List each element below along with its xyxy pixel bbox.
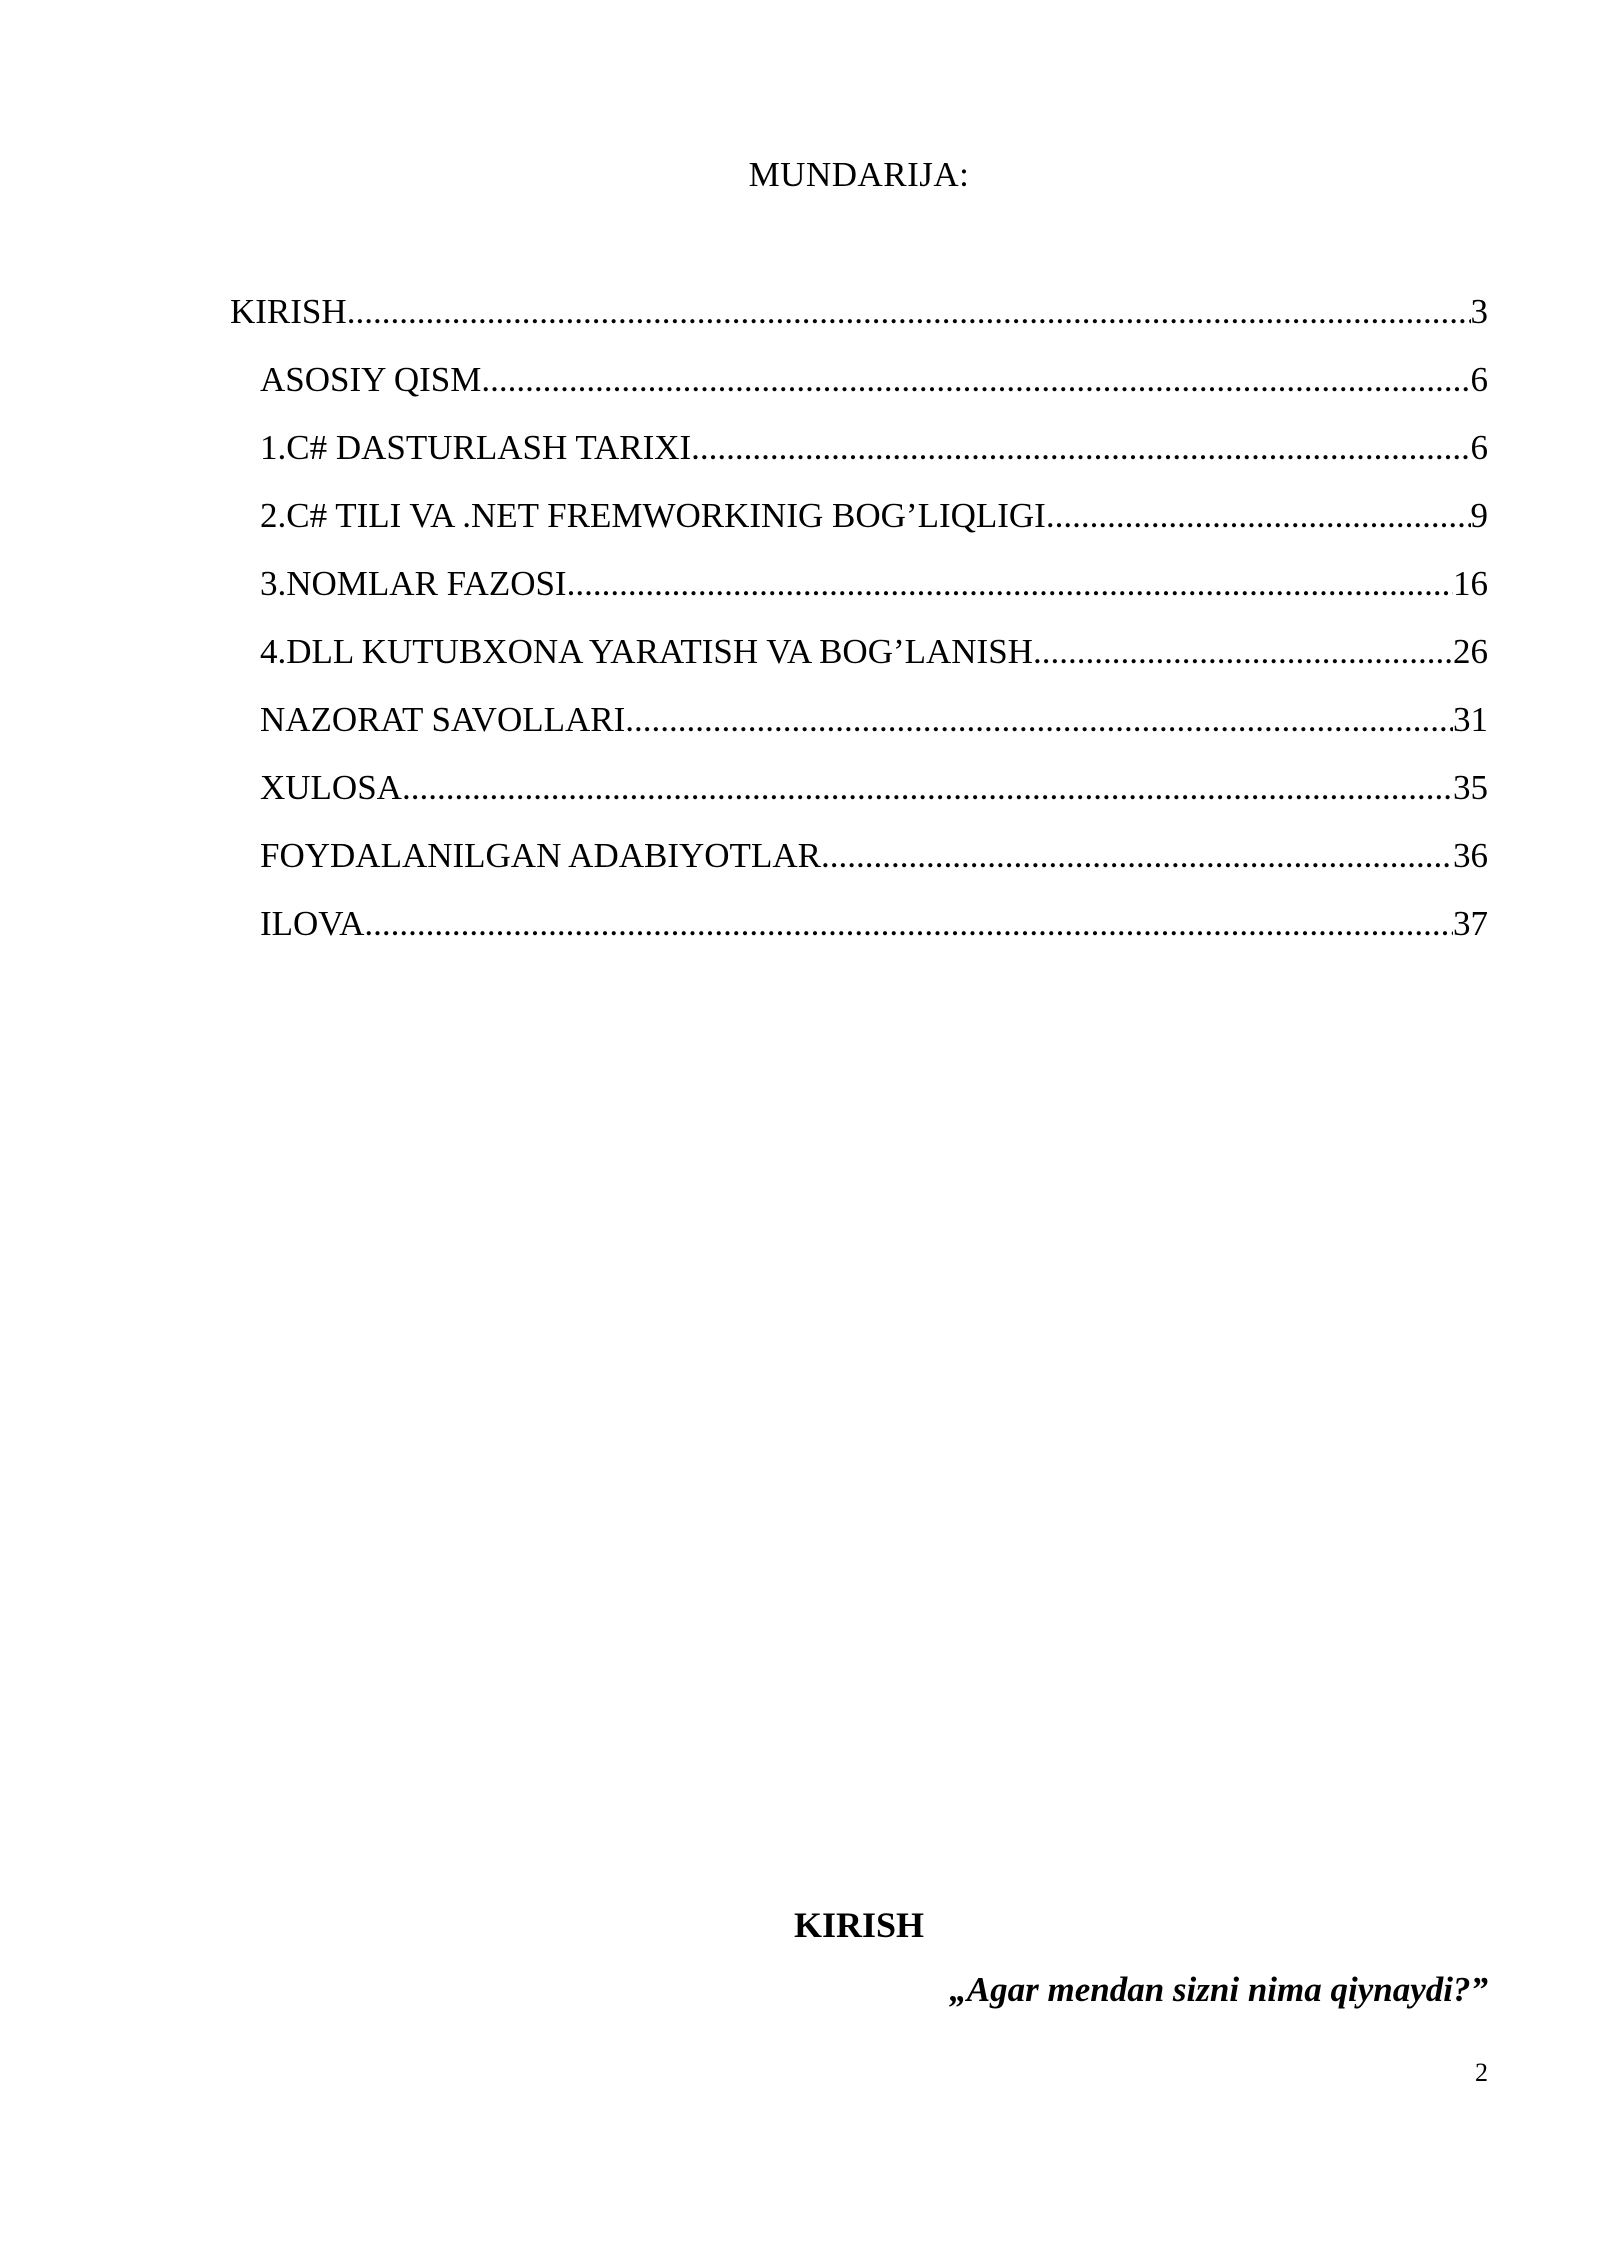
toc-entry-page: 9 xyxy=(1470,496,1488,535)
toc-entry-xulosa[interactable] xyxy=(230,763,1488,831)
dot-leader xyxy=(567,559,1453,609)
toc-entry-csharp-tarixi[interactable] xyxy=(230,423,1488,491)
toc-entry-nazorat-savollari[interactable] xyxy=(230,695,1488,763)
toc-entry-page: 26 xyxy=(1453,632,1488,671)
toc-entry-page: 3 xyxy=(1470,292,1488,331)
toc-entry-csharp-net[interactable] xyxy=(230,491,1488,559)
toc-entry-page: 36 xyxy=(1453,836,1488,875)
epigraph-quote: „Agar mendan sizni nima qiynaydi?” xyxy=(949,1970,1488,2009)
toc-entry-page: 16 xyxy=(1453,564,1488,603)
toc-entry-adabiyotlar[interactable] xyxy=(230,831,1488,899)
toc-entry-page: 6 xyxy=(1470,360,1488,399)
dot-leader xyxy=(347,287,1471,337)
toc-entry-page: 6 xyxy=(1470,428,1488,467)
toc-entry-label: KIRISH xyxy=(230,292,347,331)
toc-entry-label: 3.NOMLAR FAZOSI xyxy=(260,564,567,603)
toc-entry-label: 1.C# DASTURLASH TARIXI xyxy=(260,428,692,467)
dot-leader xyxy=(1033,627,1453,677)
toc-entry-label: ASOSIY QISM xyxy=(260,360,482,399)
toc-entry-kirish[interactable] xyxy=(230,287,1488,355)
toc-entry-label: ILOVA xyxy=(260,904,365,943)
toc-entry-label: 4.DLL KUTUBXONA YARATISH VA BOG’LANISH xyxy=(260,632,1033,671)
toc-entry-asosiy-qism[interactable] xyxy=(230,355,1488,423)
table-of-contents xyxy=(230,287,1488,967)
toc-entry-label: 2.C# TILI VA .NET FREMWORKINIG BOG’LIQLIGI xyxy=(260,496,1046,535)
toc-entry-page: 35 xyxy=(1453,768,1488,807)
toc-entry-nomlar-fazosi[interactable] xyxy=(230,559,1488,627)
section-heading: KIRISH xyxy=(793,1905,925,1945)
dot-leader xyxy=(1046,491,1471,541)
toc-entry-label: NAZORAT SAVOLLARI xyxy=(260,700,626,739)
dot-leader xyxy=(402,763,1453,813)
toc-entry-ilova[interactable] xyxy=(230,899,1488,967)
dot-leader xyxy=(481,355,1470,405)
toc-entry-dll-kutubxona[interactable] xyxy=(230,627,1488,695)
dot-leader xyxy=(691,423,1470,473)
dot-leader xyxy=(821,831,1453,881)
dot-leader xyxy=(625,695,1453,745)
toc-entry-page: 31 xyxy=(1453,700,1488,739)
toc-title: MUNDARIJA: xyxy=(748,155,970,194)
page-number: 2 xyxy=(1475,2058,1488,2087)
toc-entry-label: FOYDALANILGAN ADABIYOTLAR xyxy=(260,836,821,875)
toc-entry-label: XULOSA xyxy=(260,768,402,807)
dot-leader xyxy=(364,899,1453,949)
toc-entry-page: 37 xyxy=(1453,904,1488,943)
